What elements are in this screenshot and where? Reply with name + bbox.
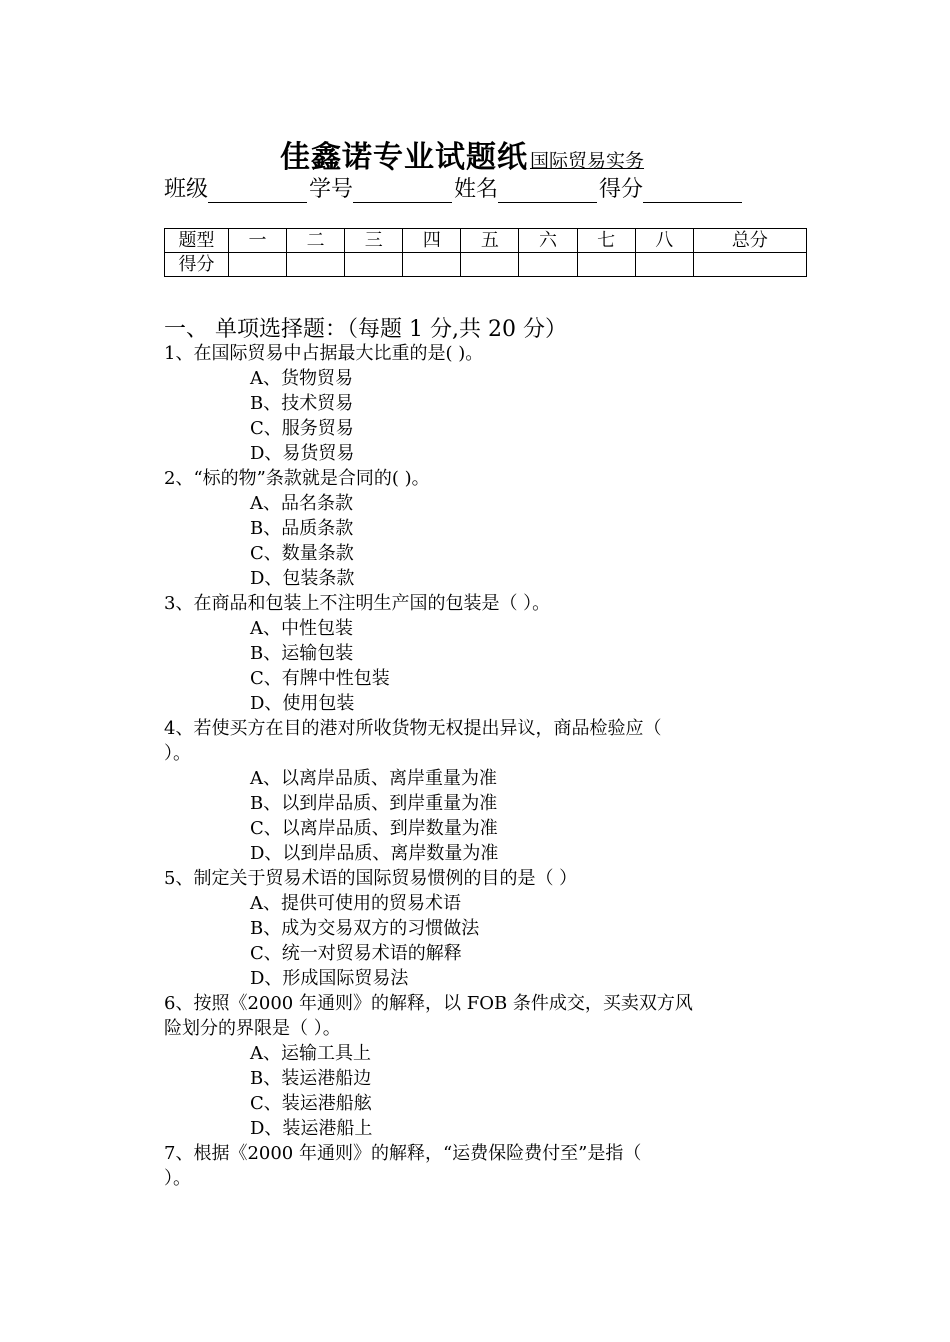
- exam-title-main: 佳鑫诺专业试题纸: [280, 140, 528, 175]
- question-stem: 7、根据《2000 年通则》的解释，“运费保险费付至”是指（: [164, 1143, 642, 1164]
- answer-option: B、装运港船边: [250, 1068, 372, 1089]
- answer-option: A、品名条款: [250, 493, 353, 514]
- score-row-label: 得分: [165, 253, 229, 277]
- answer-option: C、以离岸品质、到岸数量为准: [250, 818, 498, 839]
- answer-option: C、有牌中性包装: [250, 668, 390, 689]
- score-input-cell[interactable]: [403, 253, 461, 277]
- answer-option: B、成为交易双方的习惯做法: [250, 918, 480, 939]
- score-label: 得分: [599, 177, 644, 202]
- score-input-cell[interactable]: [461, 253, 519, 277]
- question-stem: 4、若使买方在目的港对所收货物无权提出异议，商品检验应（: [164, 718, 662, 739]
- question-stem-continued: ）。: [164, 1168, 191, 1189]
- score-table-score-row: [165, 253, 807, 277]
- section-heading: 一、 单项选择题：（每题 1 分,共 20 分）: [164, 317, 567, 342]
- student-id-blank[interactable]: [353, 180, 452, 203]
- score-table-header-row: [165, 229, 807, 253]
- answer-option: C、数量条款: [250, 543, 354, 564]
- score-table-cell: 六: [519, 229, 577, 253]
- answer-option: D、使用包装: [250, 693, 355, 714]
- answer-option: D、装运港船上: [250, 1118, 373, 1139]
- score-table-cell: 五: [461, 229, 519, 253]
- student-id-label: 学号: [309, 177, 354, 202]
- answer-option: A、以离岸品质、离岸重量为准: [250, 768, 497, 789]
- answer-option: C、统一对贸易术语的解释: [250, 943, 462, 964]
- answer-option: D、形成国际贸易法: [250, 968, 409, 989]
- question-stem: 3、在商品和包装上不注明生产国的包装是（ ）。: [164, 593, 551, 614]
- score-table-cell: 一: [229, 229, 287, 253]
- answer-option: D、易货贸易: [250, 443, 355, 464]
- answer-option: C、服务贸易: [250, 418, 354, 439]
- score-input-cell[interactable]: [577, 253, 635, 277]
- score-blank[interactable]: [643, 180, 742, 203]
- question-stem-continued: ）。: [164, 743, 191, 764]
- answer-option: A、中性包装: [250, 618, 353, 639]
- name-label: 姓名: [454, 177, 499, 202]
- score-input-cell[interactable]: [635, 253, 693, 277]
- score-table: [164, 228, 807, 277]
- answer-option: B、运输包装: [250, 643, 354, 664]
- answer-option: D、以到岸品质、离岸数量为准: [250, 843, 499, 864]
- exam-subject: 国际贸易实务: [530, 150, 645, 172]
- answer-option: B、以到岸品质、到岸重量为准: [250, 793, 498, 814]
- answer-option: C、装运港船舷: [250, 1093, 372, 1114]
- name-blank[interactable]: [498, 180, 597, 203]
- score-input-cell[interactable]: [519, 253, 577, 277]
- score-table-cell: 三: [345, 229, 403, 253]
- score-input-cell[interactable]: [229, 253, 287, 277]
- answer-option: A、提供可使用的贸易术语: [250, 893, 461, 914]
- score-input-cell[interactable]: [345, 253, 403, 277]
- answer-option: B、技术贸易: [250, 393, 354, 414]
- class-label: 班级: [164, 177, 209, 202]
- question-stem-continued: 险划分的界限是（ ）。: [164, 1018, 341, 1039]
- question-stem: 6、按照《2000 年通则》的解释，以 FOB 条件成交，买卖双方风: [164, 993, 693, 1014]
- score-input-cell[interactable]: [693, 253, 806, 277]
- score-table-cell: 二: [287, 229, 345, 253]
- score-table-cell: 总分: [693, 229, 806, 253]
- score-table-cell: 七: [577, 229, 635, 253]
- score-table-cell: 八: [635, 229, 693, 253]
- answer-option: A、运输工具上: [250, 1043, 371, 1064]
- question-stem: 2、“标的物”条款就是合同的( )。: [164, 468, 430, 489]
- question-stem: 1、在国际贸易中占据最大比重的是( )。: [164, 343, 484, 364]
- score-input-cell[interactable]: [287, 253, 345, 277]
- exam-title: [280, 132, 644, 176]
- student-info-line: [164, 172, 744, 203]
- score-table-cell: 题型: [165, 229, 229, 253]
- answer-option: B、品质条款: [250, 518, 354, 539]
- answer-option: A、货物贸易: [250, 368, 353, 389]
- question-stem: 5、制定关于贸易术语的国际贸易惯例的目的是（ ）: [164, 868, 578, 889]
- answer-option: D、包装条款: [250, 568, 355, 589]
- score-table-cell: 四: [403, 229, 461, 253]
- class-blank[interactable]: [208, 180, 307, 203]
